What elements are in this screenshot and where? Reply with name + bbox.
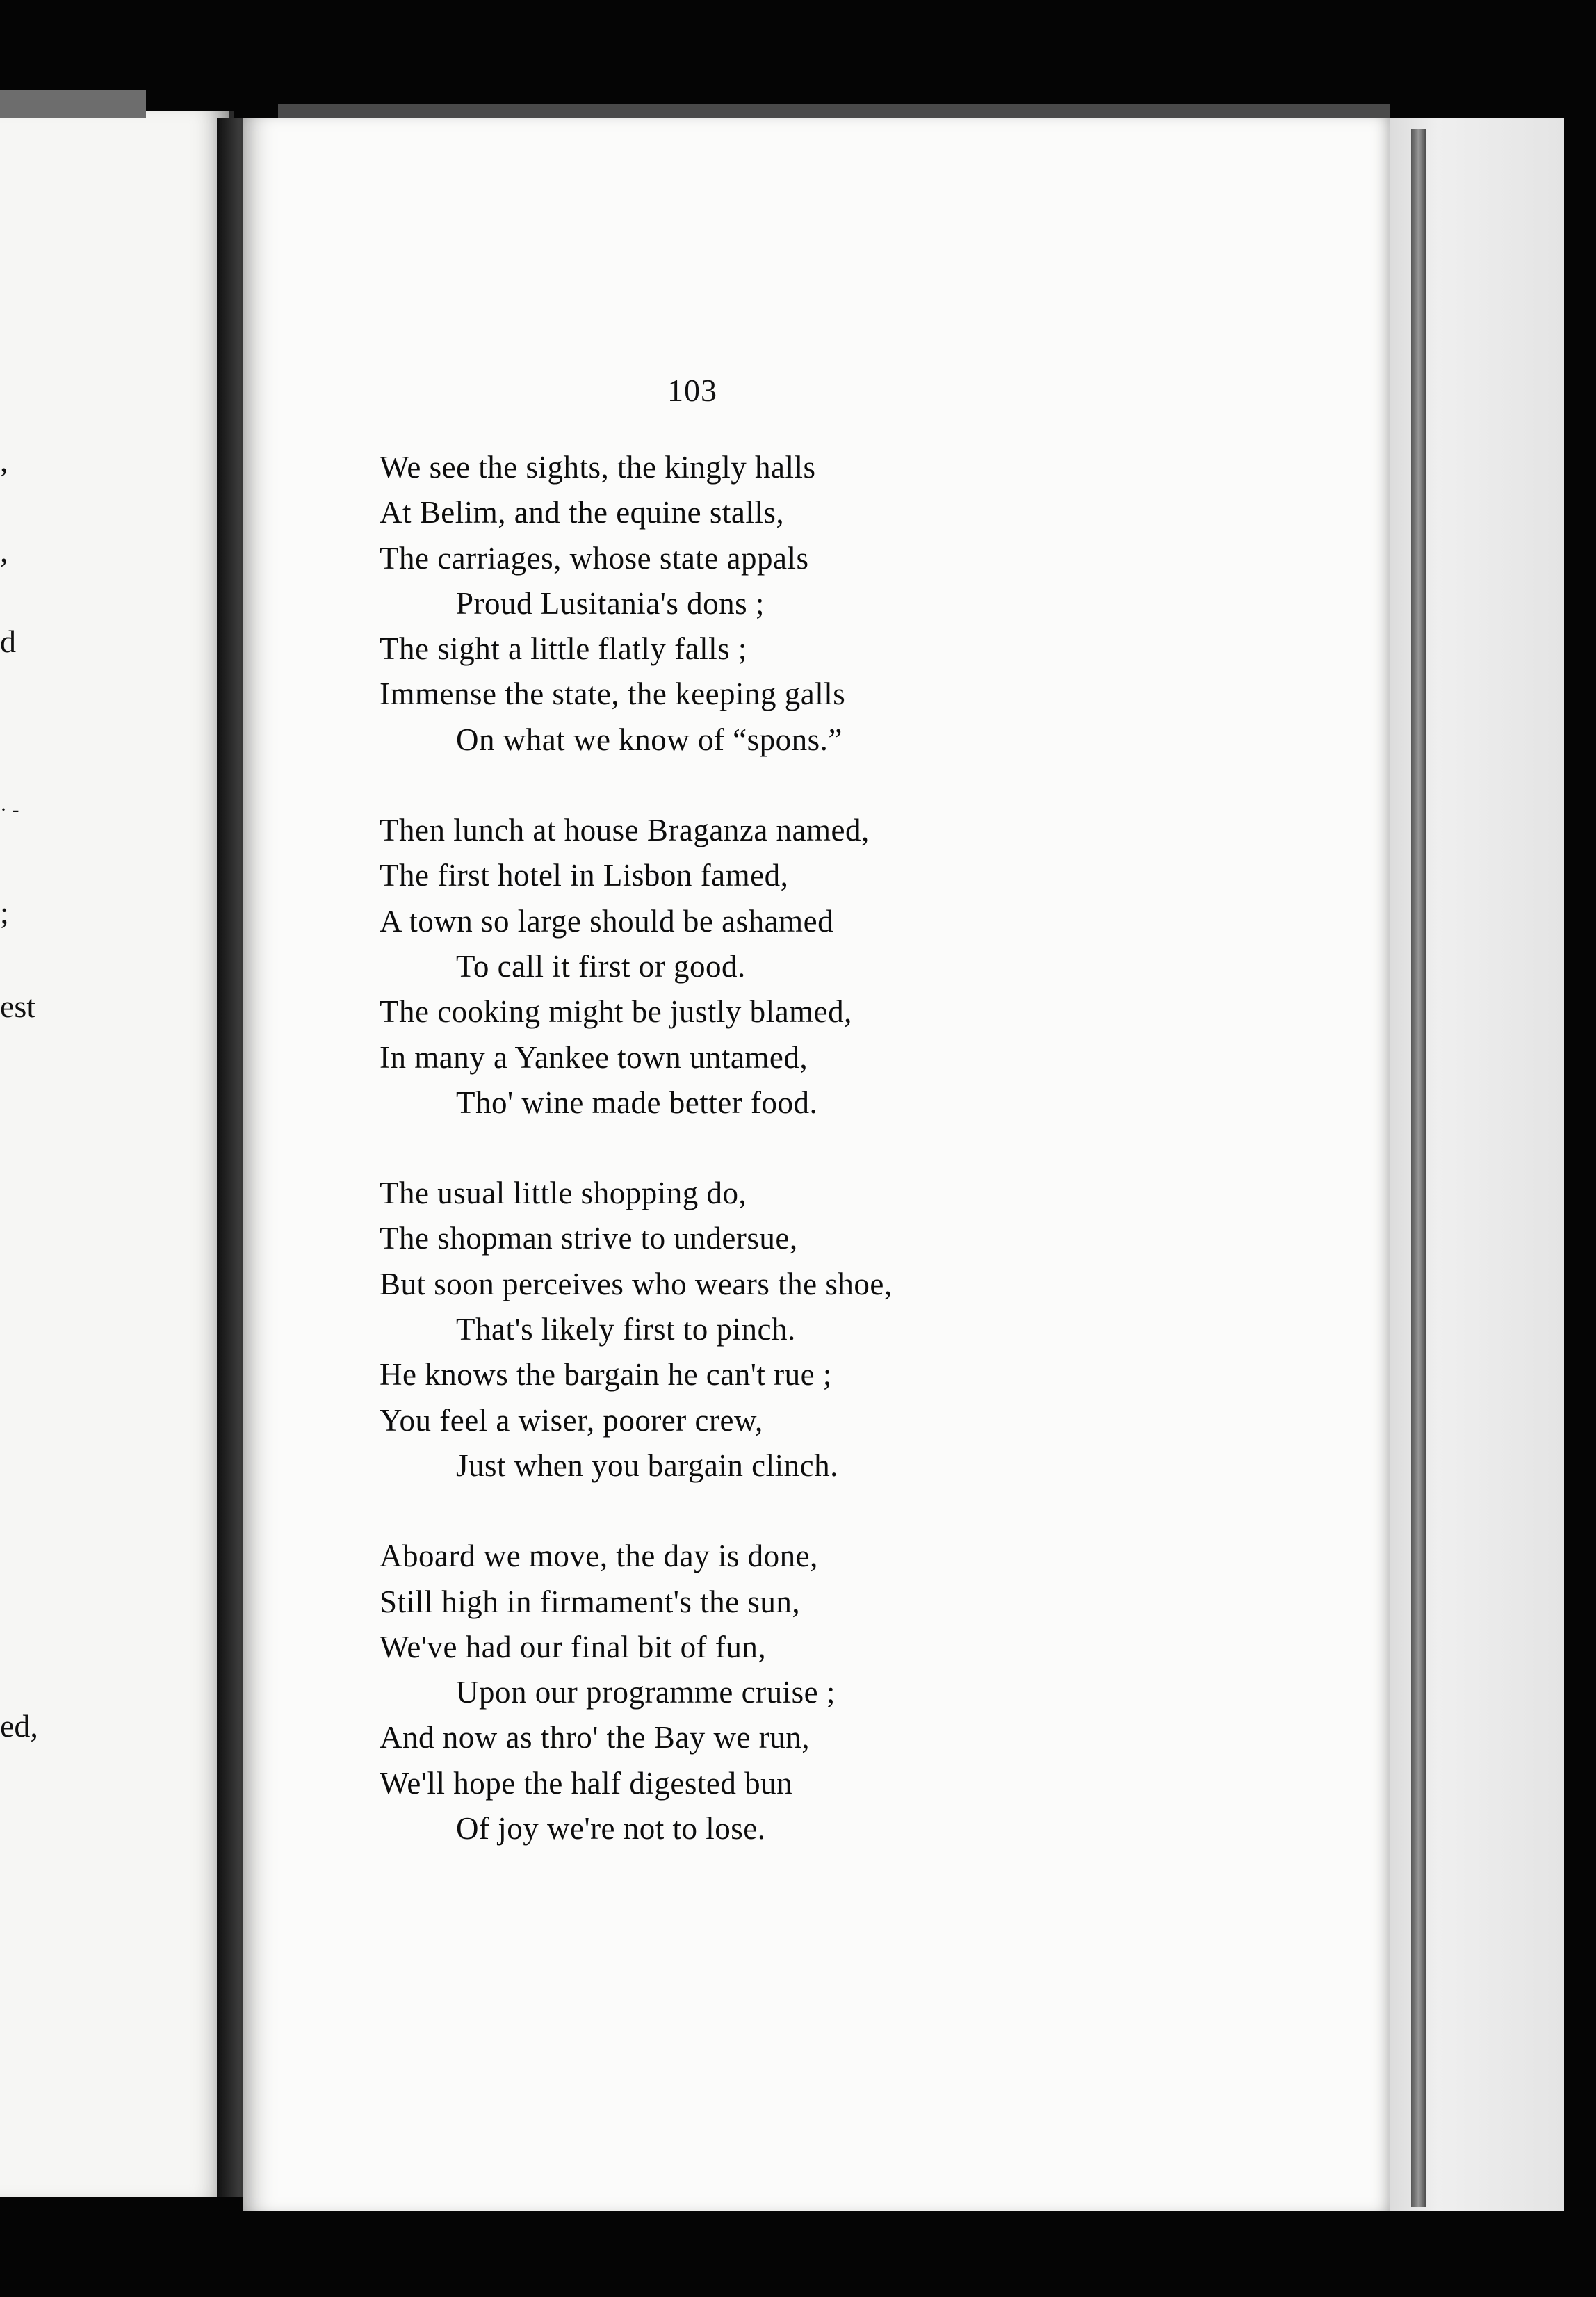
poem-line: Aboard we move, the day is done, — [380, 1539, 818, 1574]
poem-line: Tho' wine made better food. — [456, 1085, 818, 1120]
poem-line: On what we know of “spons.” — [456, 722, 842, 757]
poem-line: Immense the state, the keeping galls — [380, 676, 846, 712]
poem-stanza — [380, 808, 1283, 1126]
poem-line: We'll hope the half digested bun — [380, 1765, 793, 1801]
poem-line: Upon our programme cruise ; — [456, 1675, 836, 1710]
page-stack-shadow — [1411, 129, 1426, 2207]
page-edge-mark — [0, 90, 146, 118]
poem-line: The cooking might be justly blamed, — [380, 994, 852, 1030]
page-stack-edge — [1376, 118, 1564, 2211]
previous-page-fragment: ; — [0, 895, 9, 930]
poem-stanza — [380, 445, 1283, 763]
poem-line: The first hotel in Lisbon famed, — [380, 858, 789, 893]
poem-line: The sight a little flatly falls ; — [380, 631, 747, 667]
poem-line: Then lunch at house Braganza named, — [380, 813, 870, 848]
poem-line: He knows the bargain he can't rue ; — [380, 1357, 832, 1393]
previous-page-fragment: , — [0, 443, 8, 478]
previous-page-fragment: · - — [0, 798, 19, 821]
poem-line: A town so large should be ashamed — [380, 903, 834, 939]
previous-page-fragment: d — [0, 624, 16, 659]
poem-line: Of joy we're not to lose. — [456, 1811, 766, 1846]
previous-page — [0, 111, 234, 2197]
poem-line: The carriages, whose state appals — [380, 540, 809, 576]
poem-line: At Belim, and the equine stalls, — [380, 495, 785, 530]
poem-line: And now as thro' the Bay we run, — [380, 1720, 810, 1755]
poem-line: That's likely first to pinch. — [456, 1312, 796, 1347]
previous-page-fragment: , — [0, 533, 8, 569]
previous-page-fragment: ed, — [0, 1708, 38, 1744]
poem-line: We see the sights, the kingly halls — [380, 450, 816, 485]
poem — [380, 445, 1283, 1897]
poem-line: Just when you bargain clinch. — [456, 1447, 838, 1483]
poem-line: Proud Lusitania's dons ; — [456, 585, 765, 621]
poem-line: The shopman strive to undersue, — [380, 1221, 798, 1256]
page-number: 103 — [667, 373, 717, 408]
poem-line: To call it first or good. — [456, 948, 746, 984]
previous-page-fragment: est — [0, 989, 36, 1024]
poem-line: In many a Yankee town untamed, — [380, 1039, 808, 1075]
poem-line: You feel a wiser, poorer crew, — [380, 1402, 763, 1438]
poem-stanza — [380, 1171, 1283, 1488]
poem-line: The usual little shopping do, — [380, 1176, 747, 1211]
poem-line: We've had our final bit of fun, — [380, 1629, 767, 1664]
poem-line: But soon perceives who wears the shoe, — [380, 1266, 893, 1301]
poem-stanza — [380, 1534, 1283, 1851]
poem-line: Still high in firmament's the sun, — [380, 1584, 801, 1619]
